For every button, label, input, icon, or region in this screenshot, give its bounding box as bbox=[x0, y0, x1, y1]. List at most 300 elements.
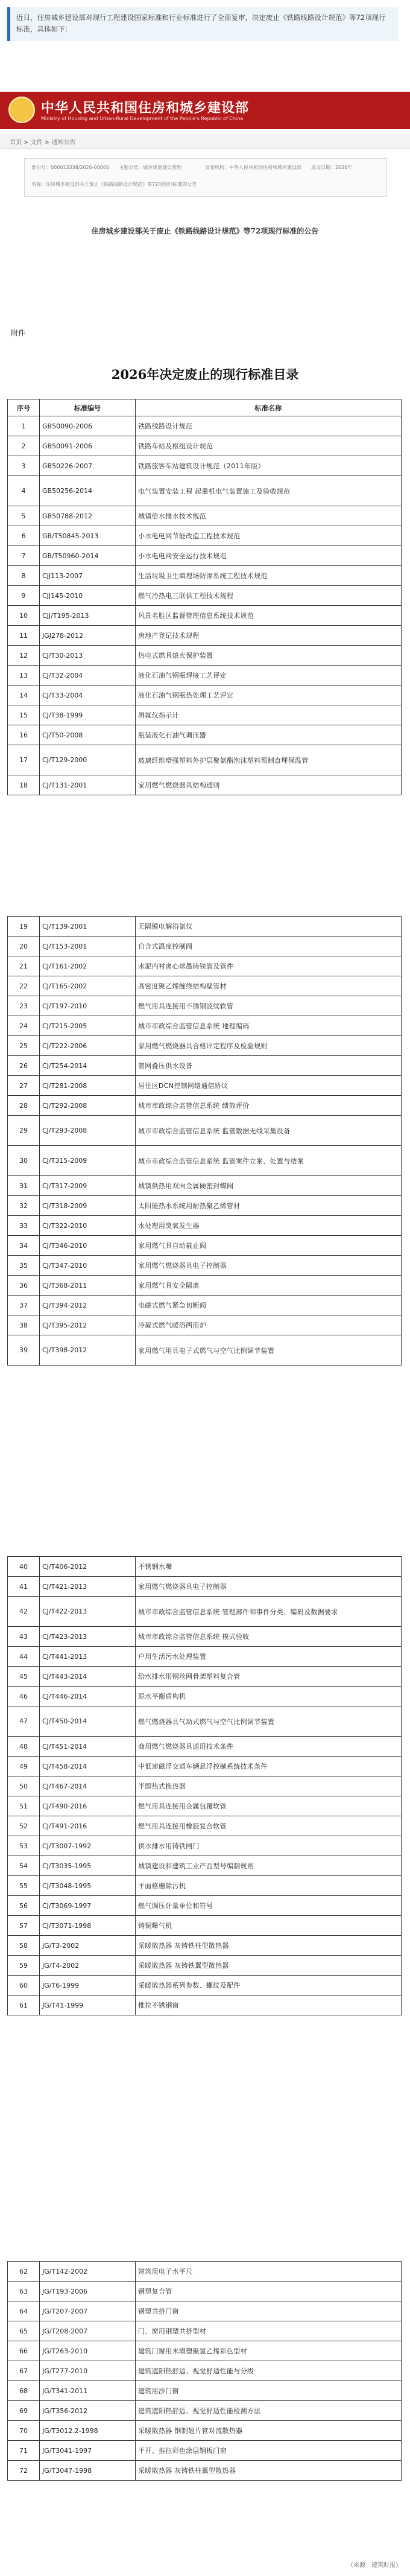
standard-name: 燃气燃烧器具气动式燃气与空气比例调节装置 bbox=[136, 1706, 402, 1737]
table-row bbox=[8, 1647, 402, 1667]
standard-code: CJ/T318-2009 bbox=[40, 1196, 136, 1216]
table-row bbox=[8, 1956, 402, 1976]
standard-name: 不锈钢水嘴 bbox=[136, 1557, 402, 1577]
row-number: 16 bbox=[8, 725, 40, 745]
table-header-row bbox=[8, 399, 402, 416]
standard-code: CJ/T3007-1992 bbox=[40, 1836, 136, 1856]
row-number: 32 bbox=[8, 1196, 40, 1216]
row-number: 24 bbox=[8, 1016, 40, 1036]
standard-code: CJ/T315-2009 bbox=[40, 1146, 136, 1176]
standard-code: CJ/T38-1999 bbox=[40, 705, 136, 725]
table-row bbox=[8, 1776, 402, 1796]
row-number: 8 bbox=[8, 566, 40, 586]
standard-code: CJ/T446-2014 bbox=[40, 1687, 136, 1706]
table-row bbox=[8, 1737, 402, 1757]
table-row bbox=[8, 1936, 402, 1956]
standard-code: CJ/T129-2000 bbox=[40, 745, 136, 775]
table-row bbox=[8, 1667, 402, 1687]
standard-name: 电磁式燃气紧急切断阀 bbox=[136, 1296, 402, 1315]
table-row bbox=[8, 725, 402, 745]
standard-name: 城市市政综合监管信息系统 监管案件立案、处置与结案 bbox=[136, 1146, 402, 1176]
standard-name: 给水排水用钢丝网骨架塑料复合管 bbox=[136, 1667, 402, 1687]
table-row bbox=[8, 685, 402, 705]
standard-name: 建筑遮阳热舒适、视觉舒适性能检测方法 bbox=[136, 2401, 402, 2421]
standard-name: 玻璃纤维增强塑料外护层聚氨酯泡沫塑料预制直埋保温管 bbox=[136, 745, 402, 775]
table-row bbox=[8, 546, 402, 566]
standards-table-page-2 bbox=[7, 916, 402, 1366]
table-row bbox=[8, 1856, 402, 1876]
row-number: 46 bbox=[8, 1687, 40, 1706]
standard-name: 平面格栅除污机 bbox=[136, 1876, 402, 1896]
standard-code: CJ/T161-2002 bbox=[40, 956, 136, 976]
intro-paragraph: 近日，住房城乡建设部对现行工程建设国家标准和行业标准进行了全面复审，决定废止《铁路线路设计规范》等72项现行标准，具体如下： bbox=[7, 7, 398, 41]
row-number: 13 bbox=[8, 666, 40, 685]
table-row bbox=[8, 1557, 402, 1577]
row-number: 47 bbox=[8, 1706, 40, 1737]
attachment-label: 附件 bbox=[11, 329, 26, 337]
row-number: 26 bbox=[8, 1056, 40, 1076]
row-number: 15 bbox=[8, 705, 40, 725]
standard-name: 推拉不锈钢窗 bbox=[136, 1996, 402, 2015]
standard-name: 采暖散热器 灰铸铁柱翼型散热器 bbox=[136, 2461, 402, 2481]
row-number: 39 bbox=[8, 1335, 40, 1366]
standard-name: 铁路线路设计规范 bbox=[136, 416, 402, 436]
meta-right: 发布机构：中华人民共和国住房和城乡建设部 成文日期：2026年 bbox=[205, 165, 353, 170]
site-subtitle: Ministry of Housing and Urban-Rural Development of the People's Republic of China bbox=[41, 116, 244, 121]
table-row bbox=[8, 2461, 402, 2481]
standard-code: JG/T207-2007 bbox=[40, 2301, 136, 2321]
table-row bbox=[8, 976, 402, 996]
row-number: 72 bbox=[8, 2461, 40, 2481]
standard-code: CJ/T421-2013 bbox=[40, 1577, 136, 1597]
standard-code: CJ/T50-2008 bbox=[40, 725, 136, 745]
standard-code: CJ/T423-2013 bbox=[40, 1627, 136, 1647]
row-number: 20 bbox=[8, 937, 40, 956]
standards-table-page-3 bbox=[7, 1556, 402, 2015]
row-number: 59 bbox=[8, 1956, 40, 1976]
standard-code: GB/T50845-2013 bbox=[40, 526, 136, 546]
row-number: 45 bbox=[8, 1667, 40, 1687]
standard-name: 管网叠压供水设备 bbox=[136, 1056, 402, 1076]
standard-name: 城市市政综合监管信息系统 绩效评价 bbox=[136, 1096, 402, 1116]
standard-code: CJ/T451-2014 bbox=[40, 1737, 136, 1757]
standard-code: CJ/T458-2014 bbox=[40, 1757, 136, 1776]
standard-code: CJ/T450-2014 bbox=[40, 1706, 136, 1737]
standard-name: 燃气用具连接用橡胶复合软管 bbox=[136, 1816, 402, 1836]
standard-code: CJ/T139-2001 bbox=[40, 917, 136, 937]
standard-code: JG/T341-2011 bbox=[40, 2381, 136, 2401]
row-number: 23 bbox=[8, 996, 40, 1016]
row-number: 51 bbox=[8, 1796, 40, 1816]
standard-code: CJ/T322-2010 bbox=[40, 1216, 136, 1236]
row-number: 68 bbox=[8, 2381, 40, 2401]
standard-name: 家用燃气燃烧器具合格评定程序及检验规则 bbox=[136, 1036, 402, 1056]
table-row bbox=[8, 1256, 402, 1276]
table-row bbox=[8, 1335, 402, 1366]
standard-name: 建筑用电子水平尺 bbox=[136, 2262, 402, 2282]
table-row bbox=[8, 1056, 402, 1076]
standard-code: CJ/T398-2012 bbox=[40, 1335, 136, 1366]
table-row bbox=[8, 1816, 402, 1836]
standard-name: 太阳能热水系统用耐热聚乙烯管材 bbox=[136, 1196, 402, 1216]
standard-name: 供水排水用铸铁闸门 bbox=[136, 1836, 402, 1856]
standard-name: 城镇给水排水技术规范 bbox=[136, 506, 402, 526]
standard-code: CJ/T368-2011 bbox=[40, 1276, 136, 1296]
table-row bbox=[8, 1597, 402, 1627]
standard-code: CJ/T491-2016 bbox=[40, 1816, 136, 1836]
table-row bbox=[8, 917, 402, 937]
standard-code: CJ/T443-2014 bbox=[40, 1667, 136, 1687]
table-row bbox=[8, 745, 402, 775]
row-number: 33 bbox=[8, 1216, 40, 1236]
table-row bbox=[8, 956, 402, 976]
standard-name: 中低速磁浮交通车辆悬浮控制系统技术条件 bbox=[136, 1757, 402, 1776]
standard-code: CJ/T153-2001 bbox=[40, 937, 136, 956]
row-number: 35 bbox=[8, 1256, 40, 1276]
national-emblem-icon bbox=[8, 97, 35, 123]
standard-name: 城镇供热用双向金属硬密封蝶阀 bbox=[136, 1176, 402, 1196]
table-row bbox=[8, 1916, 402, 1936]
standard-code: CJJ145-2010 bbox=[40, 586, 136, 606]
standard-name: 采暖散热器 灰铸铁柱型散热器 bbox=[136, 1936, 402, 1956]
standard-code: CJ/T467-2014 bbox=[40, 1776, 136, 1796]
notice-title: 住房城乡建设部关于废止《铁路线路设计规范》等72项现行标准的公告 bbox=[91, 227, 319, 235]
standard-code: CJ/T254-2014 bbox=[40, 1056, 136, 1076]
row-number: 42 bbox=[8, 1597, 40, 1627]
standard-name: 家用燃气具安全隔离 bbox=[136, 1276, 402, 1296]
row-number: 69 bbox=[8, 2401, 40, 2421]
standard-name: 小水电电网节能改造工程技术规范 bbox=[136, 526, 402, 546]
table-row bbox=[8, 626, 402, 646]
table-row bbox=[8, 2282, 402, 2301]
standard-code: CJ/T3048-1995 bbox=[40, 1876, 136, 1896]
row-number: 1 bbox=[8, 416, 40, 436]
table-row bbox=[8, 2441, 402, 2461]
table-row bbox=[8, 937, 402, 956]
table-row bbox=[8, 526, 402, 546]
row-number: 2 bbox=[8, 436, 40, 456]
standard-code: CJ/T165-2002 bbox=[40, 976, 136, 996]
table-row bbox=[8, 2401, 402, 2421]
standard-name: 高密度聚乙烯缠绕结构壁管材 bbox=[136, 976, 402, 996]
row-number: 9 bbox=[8, 586, 40, 606]
standard-code: GB50091-2006 bbox=[40, 436, 136, 456]
standard-name: 房地产登记技术规程 bbox=[136, 626, 402, 646]
table-row bbox=[8, 606, 402, 626]
standard-name: 冷凝式燃气暖浴两用炉 bbox=[136, 1315, 402, 1335]
row-number: 62 bbox=[8, 2262, 40, 2282]
row-number: 40 bbox=[8, 1557, 40, 1577]
standard-name: 水处理用臭氧发生器 bbox=[136, 1216, 402, 1236]
standard-name: 户用生活污水处理装置 bbox=[136, 1647, 402, 1667]
standard-name: 家用燃气燃烧器具电子控制器 bbox=[136, 1577, 402, 1597]
standard-code: CJ/T215-2005 bbox=[40, 1016, 136, 1036]
standard-name: 商用燃气燃烧器具通用技术条件 bbox=[136, 1737, 402, 1757]
standard-code: CJJ113-2007 bbox=[40, 566, 136, 586]
table-row bbox=[8, 2421, 402, 2441]
standard-name: 燃气调压计量单位和符号 bbox=[136, 1896, 402, 1916]
standards-table-page-1 bbox=[7, 399, 402, 795]
standard-code: CJ/T197-2010 bbox=[40, 996, 136, 1016]
row-number: 56 bbox=[8, 1896, 40, 1916]
standard-name: 建筑遮阳热舒适、视觉舒适性能与分级 bbox=[136, 2361, 402, 2381]
row-number: 28 bbox=[8, 1096, 40, 1116]
standard-name: 泥水平衡盾构机 bbox=[136, 1687, 402, 1706]
standard-code: CJ/T394-2012 bbox=[40, 1296, 136, 1315]
standard-name: 铸铜曝气机 bbox=[136, 1916, 402, 1936]
standard-code: CJ/T222-2006 bbox=[40, 1036, 136, 1056]
standard-name: 燃气冷热电三联供工程技术规程 bbox=[136, 586, 402, 606]
table-row bbox=[8, 1577, 402, 1597]
table-row bbox=[8, 1076, 402, 1096]
standard-name: 水泥内衬离心球墨铸铁管及管件 bbox=[136, 956, 402, 976]
standard-code: JG/T6-1999 bbox=[40, 1976, 136, 1996]
standard-name: 电气装置安装工程 起重机电气装置施工及验收规范 bbox=[136, 476, 402, 506]
row-number: 27 bbox=[8, 1076, 40, 1096]
row-number: 53 bbox=[8, 1836, 40, 1856]
standard-name: 城镇建设和建筑工业产品型号编制规则 bbox=[136, 1856, 402, 1876]
standard-name: 燃气用具连接用不锈钢波纹软管 bbox=[136, 996, 402, 1016]
table-row bbox=[8, 1757, 402, 1776]
standard-code: CJ/T293-2008 bbox=[40, 1116, 136, 1146]
table-row bbox=[8, 1176, 402, 1196]
standard-code: CJ/T317-2009 bbox=[40, 1176, 136, 1196]
row-number: 54 bbox=[8, 1856, 40, 1876]
row-number: 21 bbox=[8, 956, 40, 976]
standard-code: CJJ/T195-2013 bbox=[40, 606, 136, 626]
row-number: 61 bbox=[8, 1996, 40, 2015]
standard-name: 平开、推拉彩色涂层钢板门窗 bbox=[136, 2441, 402, 2461]
standard-name: 采暖散热器系列参数、螺纹及配件 bbox=[136, 1976, 402, 1996]
standard-code: GB50256-2014 bbox=[40, 476, 136, 506]
standard-name: 家用燃气燃烧器具结构通则 bbox=[136, 775, 402, 795]
table-row bbox=[8, 1236, 402, 1256]
row-number: 48 bbox=[8, 1737, 40, 1757]
standard-name: 铁路车站及枢纽设计规范 bbox=[136, 436, 402, 456]
table-row bbox=[8, 775, 402, 795]
table-row bbox=[8, 1976, 402, 1996]
table-row bbox=[8, 1796, 402, 1816]
standard-code: CJ/T406-2012 bbox=[40, 1557, 136, 1577]
standard-code: GB/T50960-2014 bbox=[40, 546, 136, 566]
table-row bbox=[8, 1196, 402, 1216]
row-number: 19 bbox=[8, 917, 40, 937]
table-row bbox=[8, 476, 402, 506]
standard-code: CJ/T346-2010 bbox=[40, 1236, 136, 1256]
standard-code: CJ/T3035-1995 bbox=[40, 1856, 136, 1876]
table-row bbox=[8, 1116, 402, 1146]
site-title: 中华人民共和国住房和城乡建设部 bbox=[41, 100, 250, 116]
table-row bbox=[8, 416, 402, 436]
standard-code: JG/T41-1999 bbox=[40, 1996, 136, 2015]
row-number: 71 bbox=[8, 2441, 40, 2461]
standard-code: CJ/T281-2008 bbox=[40, 1076, 136, 1096]
table-row bbox=[8, 506, 402, 526]
row-number: 31 bbox=[8, 1176, 40, 1196]
standard-name: 城市市政综合监管信息系统 地理编码 bbox=[136, 1016, 402, 1036]
standard-code: JG/T277-2010 bbox=[40, 2361, 136, 2381]
table-row bbox=[8, 436, 402, 456]
standard-name: 燃气用具连接用金属包覆软管 bbox=[136, 1796, 402, 1816]
standard-name: 城市市政综合监管信息系统 模式验收 bbox=[136, 1627, 402, 1647]
header-name: 标准名称 bbox=[136, 399, 402, 416]
standard-name: 门、窗用钢塑共挤型材 bbox=[136, 2321, 402, 2341]
table-row bbox=[8, 2262, 402, 2282]
table-row bbox=[8, 1146, 402, 1176]
standard-name: 城市市政综合监管信息系统 管理部件和事件分类、编码及数据要求 bbox=[136, 1597, 402, 1627]
row-number: 34 bbox=[8, 1236, 40, 1256]
table-row bbox=[8, 1296, 402, 1315]
standard-code: CJ/T3071-1998 bbox=[40, 1916, 136, 1936]
row-number: 18 bbox=[8, 775, 40, 795]
row-number: 11 bbox=[8, 626, 40, 646]
standard-code: JG/T4-2002 bbox=[40, 1956, 136, 1976]
row-number: 41 bbox=[8, 1577, 40, 1597]
row-number: 57 bbox=[8, 1916, 40, 1936]
meta-bottom: 名称：住房城乡建设部关于废止《铁路线路设计规范》等72项现行标准的公告 bbox=[31, 182, 197, 187]
standard-name: 瓶装液化石油气调压器 bbox=[136, 725, 402, 745]
table-row bbox=[8, 456, 402, 476]
table-row bbox=[8, 1216, 402, 1236]
standards-table-page-4 bbox=[7, 2261, 402, 2481]
standard-name: 采暖散热器 钢制翅片管对流散热器 bbox=[136, 2421, 402, 2441]
standard-code: CJ/T347-2010 bbox=[40, 1256, 136, 1276]
standard-name: 自含式温度控制阀 bbox=[136, 937, 402, 956]
table-row bbox=[8, 2341, 402, 2361]
row-number: 25 bbox=[8, 1036, 40, 1056]
table-row bbox=[8, 586, 402, 606]
standard-code: CJ/T292-2008 bbox=[40, 1096, 136, 1116]
row-number: 49 bbox=[8, 1757, 40, 1776]
standard-code: CJ/T30-2013 bbox=[40, 646, 136, 666]
document-title: 2026年决定废止的现行标准目录 bbox=[111, 367, 299, 382]
table-row bbox=[8, 705, 402, 725]
standard-name: 生活垃圾卫生填埋场防渗系统工程技术规范 bbox=[136, 566, 402, 586]
standard-name: 钢塑共挤门窗 bbox=[136, 2301, 402, 2321]
row-number: 64 bbox=[8, 2301, 40, 2321]
row-number: 65 bbox=[8, 2321, 40, 2341]
table-row bbox=[8, 666, 402, 685]
table-row bbox=[8, 566, 402, 586]
row-number: 38 bbox=[8, 1315, 40, 1335]
row-number: 44 bbox=[8, 1647, 40, 1667]
row-number: 7 bbox=[8, 546, 40, 566]
row-number: 55 bbox=[8, 1876, 40, 1896]
header-no: 序号 bbox=[8, 399, 40, 416]
standard-name: 热电式燃具熄火保护装置 bbox=[136, 646, 402, 666]
standard-name: 风景名胜区监督管理信息系统技术规范 bbox=[136, 606, 402, 626]
table-row bbox=[8, 2361, 402, 2381]
row-number: 4 bbox=[8, 476, 40, 506]
row-number: 6 bbox=[8, 526, 40, 546]
row-number: 52 bbox=[8, 1816, 40, 1836]
standard-name: 居住区DCN控制网络通信协议 bbox=[136, 1076, 402, 1096]
row-number: 63 bbox=[8, 2282, 40, 2301]
row-number: 50 bbox=[8, 1776, 40, 1796]
standard-name: 小水电电网安全运行技术规范 bbox=[136, 546, 402, 566]
row-number: 17 bbox=[8, 745, 40, 775]
table-row bbox=[8, 1687, 402, 1706]
standard-code: JG/T208-2007 bbox=[40, 2321, 136, 2341]
standard-code: JG/T3012.2-1998 bbox=[40, 2421, 136, 2441]
standard-code: CJ/T441-2013 bbox=[40, 1647, 136, 1667]
standard-name: 城市市政综合监管信息系统 监管数据无线采集设备 bbox=[136, 1116, 402, 1146]
table-row bbox=[8, 1315, 402, 1335]
row-number: 43 bbox=[8, 1627, 40, 1647]
table-row bbox=[8, 1706, 402, 1737]
standard-code: GB50788-2012 bbox=[40, 506, 136, 526]
standard-code: CJ/T32-2004 bbox=[40, 666, 136, 685]
row-number: 60 bbox=[8, 1976, 40, 1996]
standard-code: CJ/T33-2004 bbox=[40, 685, 136, 705]
standard-code: JG/T3041-1997 bbox=[40, 2441, 136, 2461]
standard-name: 建筑用沙门窗 bbox=[136, 2381, 402, 2401]
row-number: 70 bbox=[8, 2421, 40, 2441]
standard-code: JG/T263-2010 bbox=[40, 2341, 136, 2361]
standard-name: 家用燃气燃烧器具电子控制器 bbox=[136, 1256, 402, 1276]
standard-code: JG/T193-2006 bbox=[40, 2282, 136, 2301]
row-number: 12 bbox=[8, 646, 40, 666]
row-number: 58 bbox=[8, 1936, 40, 1956]
standard-code: CJ/T131-2001 bbox=[40, 775, 136, 795]
row-number: 10 bbox=[8, 606, 40, 626]
breadcrumb[interactable]: 首页 > 文件 > 通知公告 bbox=[10, 139, 76, 146]
table-row bbox=[8, 1896, 402, 1916]
standard-name: 家用燃气具自动截止阀 bbox=[136, 1236, 402, 1256]
meta-left: 索引号：000013338/2026-00000 主题分类：城乡规划建设管理 bbox=[31, 165, 182, 170]
row-number: 3 bbox=[8, 456, 40, 476]
standard-name: 铁路旅客车站建筑设计规范（2011年版） bbox=[136, 456, 402, 476]
table-row bbox=[8, 1836, 402, 1856]
table-row bbox=[8, 1876, 402, 1896]
row-number: 5 bbox=[8, 506, 40, 526]
table-row bbox=[8, 1016, 402, 1036]
standard-name: 家用燃气用具电子式燃气与空气比例调节装置 bbox=[136, 1335, 402, 1366]
standard-code: CJ/T395-2012 bbox=[40, 1315, 136, 1335]
standard-code: GB50226-2007 bbox=[40, 456, 136, 476]
standard-name: 建筑门窗用未增塑聚氯乙烯彩色型材 bbox=[136, 2341, 402, 2361]
standard-name: 无隔膜电解浴氯仪 bbox=[136, 917, 402, 937]
standard-name: 液化石油气钢瓶热处理工艺评定 bbox=[136, 685, 402, 705]
standard-code: CJ/T3069-1997 bbox=[40, 1896, 136, 1916]
standard-code: JG/T142-2002 bbox=[40, 2262, 136, 2282]
header-code: 标准编号 bbox=[40, 399, 136, 416]
row-number: 30 bbox=[8, 1146, 40, 1176]
row-number: 14 bbox=[8, 685, 40, 705]
standard-code: JG/T3-2002 bbox=[40, 1936, 136, 1956]
row-number: 37 bbox=[8, 1296, 40, 1315]
source-credit: （来源：建筑时报） bbox=[347, 2562, 402, 2569]
table-row bbox=[8, 2381, 402, 2401]
standard-name: 钢塑复合管 bbox=[136, 2282, 402, 2301]
table-row bbox=[8, 2321, 402, 2341]
row-number: 36 bbox=[8, 1276, 40, 1296]
table-row bbox=[8, 996, 402, 1016]
standard-code: CJ/T490-2016 bbox=[40, 1796, 136, 1816]
table-row bbox=[8, 1036, 402, 1056]
row-number: 67 bbox=[8, 2361, 40, 2381]
row-number: 29 bbox=[8, 1116, 40, 1146]
table-row bbox=[8, 1627, 402, 1647]
standard-name: 液化石油气钢瓶焊接工艺评定 bbox=[136, 666, 402, 685]
standard-code: JG/T356-2012 bbox=[40, 2401, 136, 2421]
table-row bbox=[8, 2301, 402, 2321]
table-row bbox=[8, 646, 402, 666]
standard-name: 采暖散热器 灰铸铁翼型散热器 bbox=[136, 1956, 402, 1976]
standard-code: CJ/T422-2013 bbox=[40, 1597, 136, 1627]
table-row bbox=[8, 1996, 402, 2015]
standard-code: GB50090-2006 bbox=[40, 416, 136, 436]
